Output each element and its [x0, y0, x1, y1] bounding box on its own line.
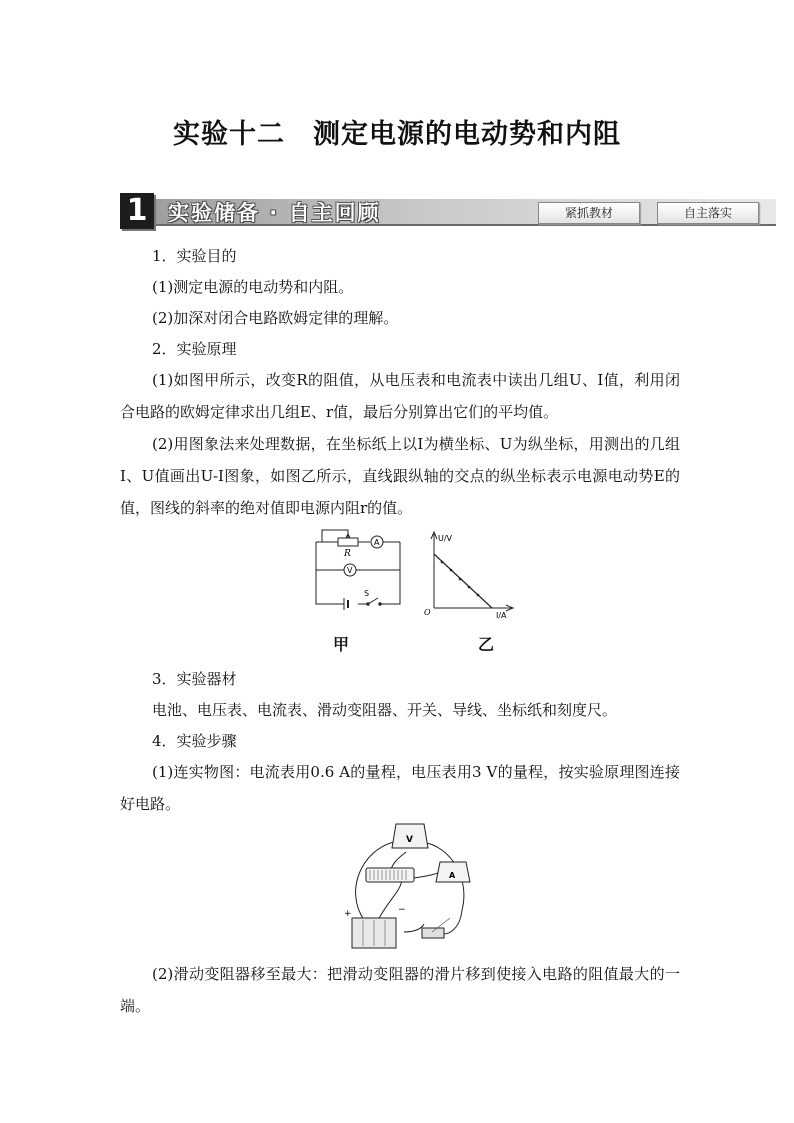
section-3-item-1: 电池、电压表、电流表、滑动变阻器、开关、导线、坐标纸和刻度尺。 — [152, 701, 618, 719]
section-1-heading: 1．实验目的 — [152, 247, 237, 265]
section-3-heading: 3．实验器材 — [152, 670, 237, 688]
section-banner — [120, 193, 776, 231]
photo-ammeter-label: A — [449, 871, 456, 880]
voltmeter-label: V — [347, 566, 353, 575]
ui-graph — [420, 526, 520, 621]
section-4-item-2: (2)滑动变阻器移至最大：把滑动变阻器的滑片移到使接入电路的阻值最大的一端。 — [120, 965, 680, 1015]
resistor-label: R — [344, 549, 351, 559]
photo-voltmeter-label: V — [406, 835, 413, 845]
graph-x-label: I/A — [496, 611, 507, 620]
section-2-item-2: (2)用图象法来处理数据，在坐标纸上以I为横坐标、U为纵坐标，用测出的几组I、U值画出U-I图象，如图乙所示，直线跟纵轴的交点的纵坐标表示电源电动势E的值，图线的斜率的绝对值即电源内阻r的值。 — [120, 435, 680, 517]
circuit-diagram — [308, 520, 408, 610]
title-part1: 实验十二 — [173, 119, 285, 150]
figure-label-jia: 甲 — [333, 635, 350, 654]
photo-plus-label: + — [344, 909, 352, 919]
graph-y-label: U/V — [438, 534, 453, 543]
physical-circuit-illustration — [342, 820, 472, 955]
photo-minus-label: − — [398, 905, 406, 915]
banner-title: 实验储备 · 自主回顾 — [168, 201, 381, 225]
section-2-heading: 2．实验原理 — [152, 340, 237, 358]
section-2-item-1: (1)如图甲所示，改变R的阻值，从电压表和电流表中读出几组U、I值，利用闭合电路的欧姆定律求出几组E、r值，最后分别算出它们的平均值。 — [120, 371, 680, 421]
title-part2: 测定电源的电动势和内阻 — [313, 119, 621, 150]
section-4-heading: 4．实验步骤 — [152, 732, 237, 750]
switch-label: S — [364, 589, 370, 598]
page-title — [0, 112, 794, 151]
graph-origin-label: O — [424, 608, 431, 617]
banner-tag-self-study: 自主落实 — [657, 202, 759, 224]
section-1-item-2: (2)加深对闭合电路欧姆定律的理解。 — [152, 309, 399, 327]
banner-tag-textbook: 紧抓教材 — [538, 202, 640, 224]
banner-number: 1 — [120, 193, 154, 229]
figure-label-yi: 乙 — [478, 635, 495, 654]
section-4-item-1: (1)连实物图：电流表用0.6 A的量程，电压表用3 V的量程，按实验原理图连接好电路。 — [120, 763, 680, 813]
section-1-item-1: (1)测定电源的电动势和内阻。 — [152, 278, 354, 296]
ammeter-label: A — [374, 538, 380, 547]
